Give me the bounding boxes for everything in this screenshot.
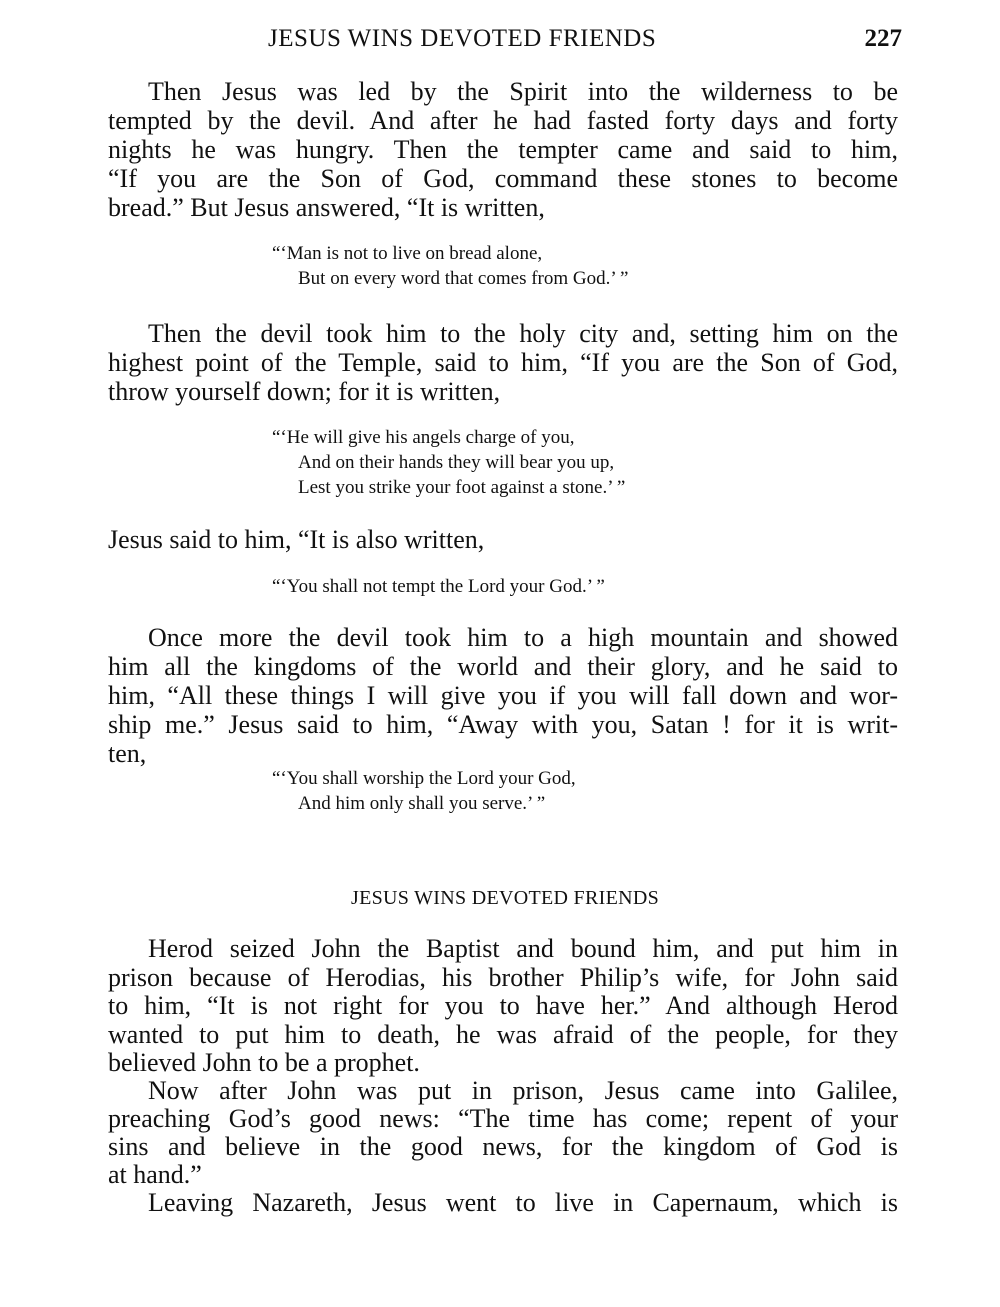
verse-line: But on every word that comes from God.’ ”: [298, 268, 629, 289]
verse-line: And him only shall you serve.’ ”: [298, 793, 546, 814]
text-line: Herod seized John the Baptist and bound him, and put him in: [148, 934, 898, 963]
verse-line: “‘He will give his angels charge of you,: [272, 427, 575, 448]
text-line: throw yourself down; for it is written,: [108, 377, 501, 406]
verse-quotation: [272, 574, 605, 599]
running-head: [0, 22, 1000, 56]
text-line: Leaving Nazareth, Jesus went to live in Capernaum, which is: [148, 1188, 898, 1217]
text-line: highest point of the Temple, said to him, “If you are the Son of God,: [108, 348, 898, 377]
text-line: ship me.” Jesus said to him, “Away with you, Satan ! for it is writ-: [108, 710, 898, 739]
text-line: Once more the devil took him to a high mountain and showed: [148, 623, 898, 652]
text-line: Then Jesus was led by the Spirit into the wilderness to be: [148, 77, 898, 106]
text-line: believed John to be a prophet.: [108, 1048, 420, 1077]
verse-quotation: [272, 241, 628, 291]
text-line: “If you are the Son of God, command these stones to become: [108, 164, 898, 193]
text-line: Now after John was put in prison, Jesus came into Galilee,: [148, 1076, 898, 1105]
text-line: him all the kingdoms of the world and their glory, and he said to: [108, 652, 898, 681]
verse-line: “‘Man is not to live on bread alone,: [272, 243, 543, 264]
section-heading: JESUS WINS DEVOTED FRIENDS: [350, 887, 659, 909]
text-line: at hand.”: [108, 1160, 202, 1189]
text-line: bread.” But Jesus answered, “It is written,: [108, 193, 545, 222]
verse-quotation: [272, 766, 576, 816]
paragraph: [108, 935, 898, 1078]
text-line: sins and believe in the good news, for the kingdom of God is: [108, 1132, 898, 1161]
text-line: preaching God’s good news: “The time has come; repent of your: [108, 1104, 898, 1133]
paragraph: [108, 623, 898, 768]
text-line: him, “All these things I will give you if you will fall down and wor-: [108, 681, 898, 710]
verse-line: “‘You shall not tempt the Lord your God.’ ”: [272, 576, 605, 597]
text-line: nights he was hungry. Then the tempter came and said to him,: [108, 135, 898, 164]
verse-line: “‘You shall worship the Lord your God,: [272, 768, 576, 789]
paragraph: [108, 77, 898, 222]
running-head-title: JESUS WINS DEVOTED FRIENDS: [268, 25, 657, 52]
verse-line: And on their hands they will bear you up,: [298, 452, 615, 473]
text-line: to him, “It is not right for you to have her.” And although Herod: [108, 991, 898, 1020]
text-line: ten,: [108, 739, 147, 768]
text-line: tempted by the devil. And after he had fasted forty days and forty: [108, 106, 898, 135]
text-line: Then the devil took him to the holy city and, setting him on the: [148, 319, 898, 348]
text-line: prison because of Herodias, his brother Philip’s wife, for John said: [108, 962, 898, 992]
paragraph: [108, 319, 898, 406]
paragraph: [108, 1077, 898, 1189]
text-line: Jesus said to him, “It is also written,: [108, 525, 485, 554]
verse-quotation: [272, 425, 625, 500]
verse-line: Lest you strike your foot against a stone.’ ”: [298, 477, 626, 498]
paragraph: [108, 525, 898, 554]
page-number: 227: [864, 25, 902, 52]
paragraph: [108, 1189, 898, 1217]
text-line: wanted to put him to death, he was afraid of the people, for they: [108, 1019, 898, 1049]
